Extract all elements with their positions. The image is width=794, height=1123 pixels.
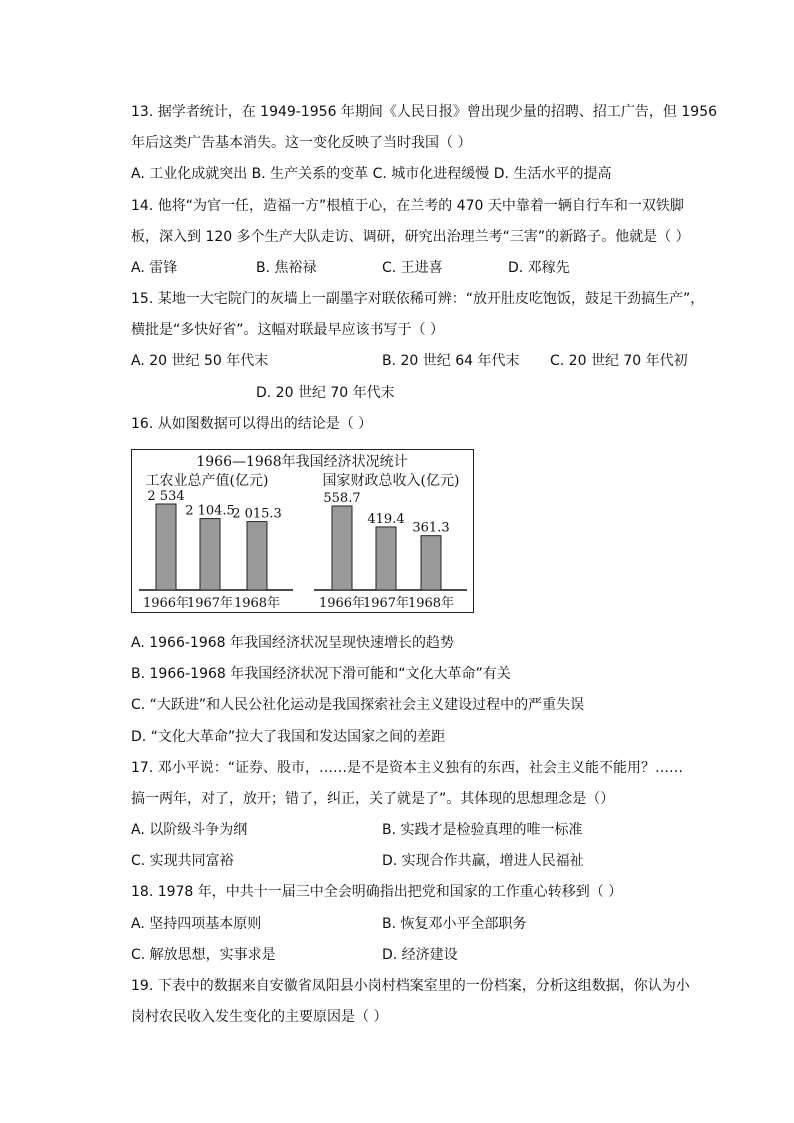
panel-2-bar-1966年 [332, 506, 352, 590]
q18-option-a: A. 坚持四项基本原则 [131, 916, 262, 932]
panel-2-value-label: 419.4 [367, 511, 405, 527]
panel-2-bar-1967年 [376, 527, 396, 590]
q15-stem-line2: 横批是“多快好省”。这幅对联最早应该书写于（ ） [131, 322, 444, 338]
q18-option-d: D. 经济建设 [382, 947, 458, 963]
panel-2-tick-label: 1968年 [407, 596, 455, 611]
q17-stem-line1: 17. 邓小平说：“证券、股市，……是不是资本主义独有的东西，社会主义能不能用？…… [131, 760, 683, 776]
q19-stem-line1: 19. 下表中的数据来自安徽省凤阳县小岗村档案室里的一份档案，分析这组数据，你认为小 [131, 978, 690, 994]
q19-stem-line2: 岗村农民收入发生变化的主要原因是（ ） [131, 1009, 388, 1025]
panel-2-label: 国家财政总收入(亿元) [322, 473, 460, 489]
q16-option-b: B. 1966-1968 年我国经济状况下滑可能和“文化大革命”有关 [131, 666, 511, 682]
q17-option-d: D. 实现合作共赢，增进人民福祉 [382, 853, 584, 869]
q17-option-a: A. 以阶级斗争为纲 [131, 822, 248, 838]
q13-stem-line1: 13. 据学者统计，在 1949-1956 年期间《人民日报》曾出现少量的招聘、招工广告，但 1956 [131, 104, 718, 120]
panel-2-tick-label: 1967年 [362, 596, 410, 611]
q14-stem-line1: 14. 他将“为官一任，造福一方”根植于心，在兰考的 470 天中靠着一辆自行车和一双铁脚 [131, 198, 684, 214]
q15-option-b: B. 20 世纪 64 年代末 [382, 353, 520, 369]
q16-stem: 16. 从如图数据可以得出的结论是（ ） [131, 416, 373, 432]
q18-option-b: B. 恢复邓小平全部职务 [382, 916, 527, 932]
q14-stem-line2: 板，深入到 120 多个生产大队走访、调研，研究出治理兰考“三害”的新路子。他就是（ ） [131, 229, 690, 245]
q18-option-c: C. 解放思想，实事求是 [131, 947, 276, 963]
q14-option-b: B. 焦裕禄 [256, 260, 317, 276]
panel-2-tick-label: 1966年 [318, 596, 366, 611]
panel-1-value-label: 2 534 [147, 489, 185, 504]
q15-option-a: A. 20 世纪 50 年代末 [131, 353, 269, 369]
chart-title: 1966—1968年我国经济状况统计 [196, 454, 408, 470]
panel-1-tick-label: 1968年 [233, 596, 281, 611]
q16-option-d: D. “文化大革命”拉大了我国和发达国家之间的差距 [131, 729, 446, 745]
panel-1-bar-1968年 [247, 522, 267, 590]
panel-1-label: 工农业总产值(亿元) [145, 473, 269, 489]
panel-2-value-label: 361.3 [412, 520, 450, 536]
panel-2-value-label: 558.7 [323, 491, 361, 506]
economy-bar-chart [131, 449, 474, 613]
q14-option-d: D. 邓稼先 [508, 260, 570, 276]
q14-option-a: A. 雷锋 [131, 260, 178, 276]
q16-option-a: A. 1966-1968 年我国经济状况呈现快速增长的趋势 [131, 635, 454, 651]
panel-1-value-label: 2 104.5 [185, 503, 235, 519]
panel-1-tick-label: 1966年 [142, 596, 190, 611]
q15-stem-line1: 15. 某地一大宅院门的灰墙上一副墨字对联依稀可辨：“放开肚皮吃饱饭，鼓足干劲搞生产”， [131, 291, 705, 307]
q16-option-c: C. “大跃进”和人民公社化运动是我国探索社会主义建设过程中的严重失误 [131, 697, 585, 713]
panel-1-bar-1967年 [200, 519, 220, 590]
q18-stem: 18. 1978 年，中共十一届三中全会明确指出把党和国家的工作重心转移到（ ） [131, 884, 623, 900]
q14-option-c: C. 王进喜 [382, 260, 443, 276]
panel-1-bar-1966年 [156, 504, 176, 590]
q15-option-d: D. 20 世纪 70 年代末 [256, 385, 395, 401]
q15-option-c: C. 20 世纪 70 年代初 [550, 353, 688, 369]
q13-stem-line2: 年后这类广告基本消失。这一变化反映了当时我国（ ） [131, 135, 472, 151]
q13-options: A. 工业化成就突出 B. 生产关系的变革 C. 城市化进程缓慢 D. 生活水平的提高 [131, 166, 612, 182]
panel-2-bar-1968年 [421, 536, 441, 590]
panel-1-value-label: 2 015.3 [232, 506, 282, 522]
q17-option-b: B. 实践才是检验真理的唯一标准 [382, 822, 583, 838]
panel-1-tick-label: 1967年 [186, 596, 234, 611]
q17-stem-line2: 搞一两年，对了，放开；错了，纠正，关了就是了”。其体现的思想理念是（） [131, 791, 615, 807]
q17-option-c: C. 实现共同富裕 [131, 853, 234, 869]
